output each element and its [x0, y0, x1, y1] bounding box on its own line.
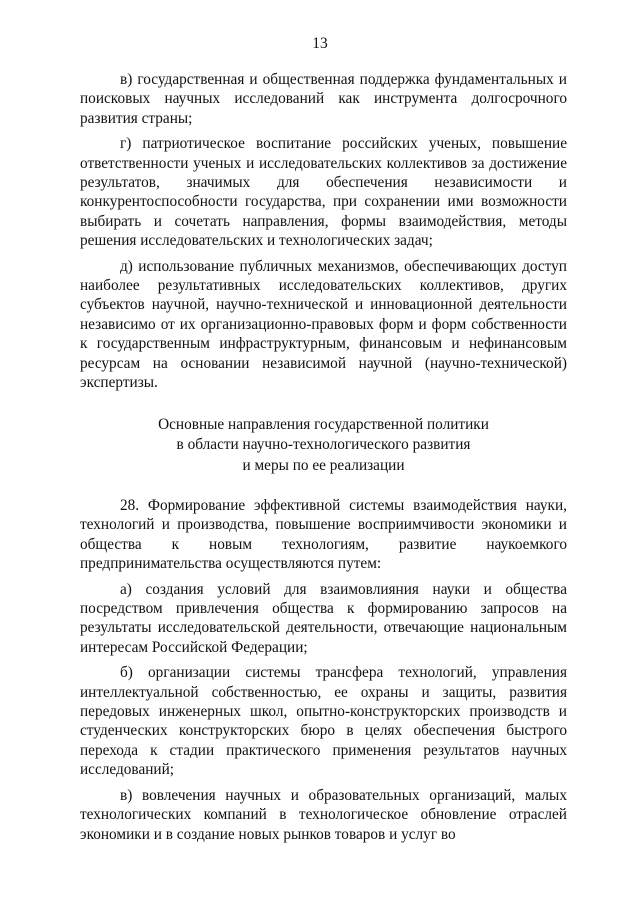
- document-body: [80, 70, 567, 850]
- paragraph-g-patriotic: г) патриотическое воспитание российских ученых, повышение ответственности ученых и исследовательских коллективов за достижение результатов, значимых для обеспечения независимости и конкурентоспособности государства, при сохранении ими возможности выбирать и сочетать направления, формы взаимодействия, методы решения исследовательских и технологических задач;: [80, 135, 567, 250]
- paragraph-v-involvement: в) вовлечения научных и образовательных организаций, малых технологических компаний в технологическое обновление отраслей экономики и в создание новых рынков товаров и услуг во: [80, 786, 567, 843]
- page-number: 13: [312, 35, 328, 52]
- section-heading-line: Основные направления государственной политики: [158, 415, 489, 433]
- paragraph-28-intro: 28. Формирование эффективной системы взаимодействия науки, технологий и производства, повышение восприимчивости экономики и общества к новым технологиям, развитие наукоемкого предпринимательства осуществляются путем:: [80, 497, 567, 573]
- paragraph-b-tech-transfer: б) организации системы трансфера технологий, управления интеллектуальной собственностью, ее охраны и защиты, развития передовых инженерных школ, опытно-конструкторских производств и студенческих конструкторских бюро в целях обеспечения быстрого перехода к стадии практического применения результатов научных исследований;: [80, 664, 567, 779]
- section-heading: [80, 415, 567, 477]
- paragraph-a-conditions: а) создания условий для взаимовлияния науки и общества посредством привлечения общества к формированию запросов на результаты исследовательской деятельности, отвечающие национальным интересам Российской Федерации;: [80, 580, 567, 656]
- section-heading-line: в области научно-технологического развития: [176, 436, 471, 453]
- section-heading-line: и меры по ее реализации: [242, 456, 405, 474]
- paragraph-d-public-mechanisms: д) использование публичных механизмов, обеспечивающих доступ наиболее результативных исследовательских коллективов, других субъектов научной, научно-технической и инновационной деятельности независимо от их организационно-правовых форм и форм собственности к государственным инфраструктурным, финансовым и нефинансовым ресурсам на основании независимой научной (научно-технической) экспертизы.: [80, 257, 567, 392]
- paragraph-v-support: в) государственная и общественная поддержка фундаментальных и поисковых научных исследований как инструмента долгосрочного развития страны;: [80, 71, 567, 127]
